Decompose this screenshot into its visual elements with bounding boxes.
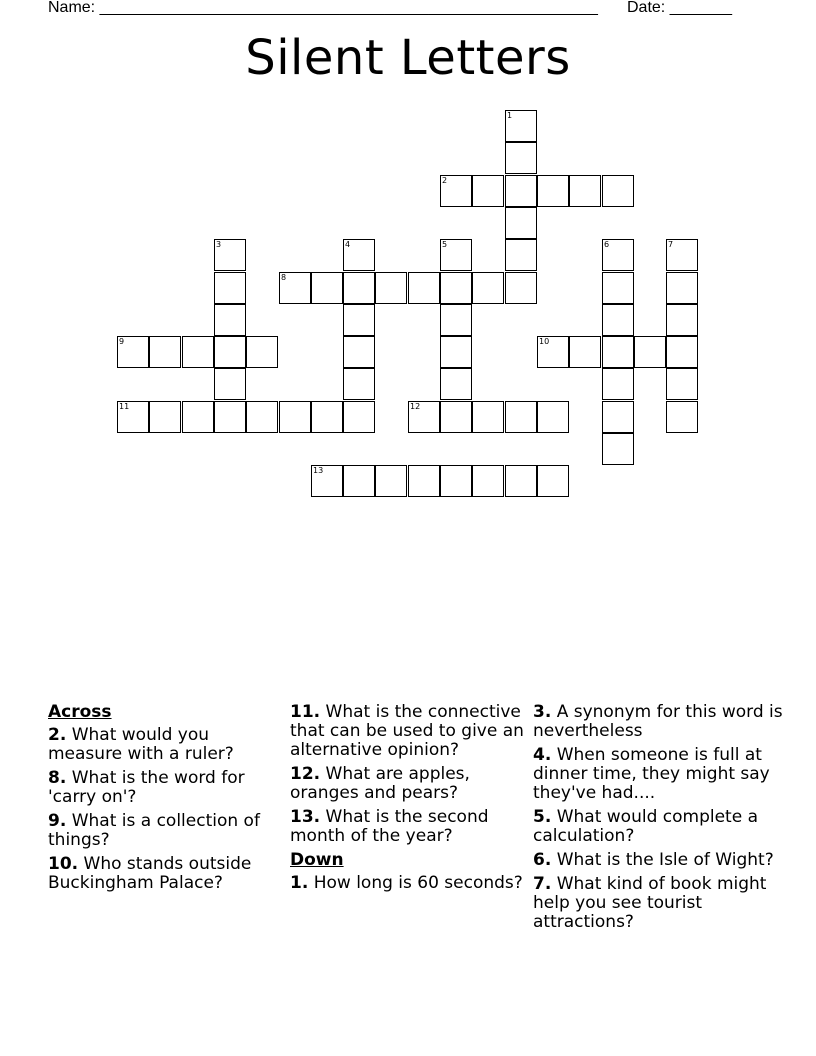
crossword-cell[interactable]: [375, 272, 407, 304]
crossword-cell[interactable]: [537, 401, 569, 433]
clue-text: What is the word for 'carry on'?: [48, 768, 245, 807]
crossword-cell[interactable]: [505, 175, 537, 207]
crossword-cell[interactable]: [666, 401, 698, 433]
crossword-cell[interactable]: [440, 465, 472, 497]
cell-number: 6: [604, 240, 610, 249]
crossword-cell[interactable]: [602, 304, 634, 336]
crossword-cell[interactable]: [246, 336, 278, 368]
clue-text: A synonym for this word is nevertheless: [533, 702, 783, 741]
down-heading: Down: [290, 850, 344, 870]
crossword-cell[interactable]: [343, 272, 375, 304]
clue-across-2: [48, 726, 288, 764]
across-heading: Across: [48, 702, 112, 722]
crossword-cell[interactable]: [602, 272, 634, 304]
clue-text: Who stands outside Buckingham Palace?: [48, 854, 252, 893]
crossword-cell[interactable]: [149, 401, 181, 433]
crossword-cell[interactable]: [440, 272, 472, 304]
clue-text: What is a collection of things?: [48, 811, 260, 850]
clue-number: 2.: [48, 725, 67, 745]
crossword-cell[interactable]: [311, 401, 343, 433]
crossword-cell[interactable]: [602, 401, 634, 433]
clues-column-3: [533, 703, 783, 937]
crossword-cell[interactable]: [408, 401, 440, 433]
crossword-cell[interactable]: [440, 401, 472, 433]
clue-down-5: [533, 808, 783, 846]
crossword-cell[interactable]: [602, 239, 634, 271]
clues-column-1: [48, 703, 288, 898]
clue-number: 3.: [533, 702, 552, 722]
crossword-cell[interactable]: [602, 336, 634, 368]
clue-text: When someone is full at dinner time, they might say they've had....: [533, 745, 770, 803]
clue-number: 6.: [533, 850, 552, 870]
clue-number: 12.: [290, 764, 321, 784]
cell-number: 13: [313, 466, 324, 475]
crossword-cell[interactable]: [505, 110, 537, 142]
name-field-label: Name: ________________________________________________________: [48, 0, 598, 16]
clue-across-13: [290, 808, 526, 846]
crossword-cell[interactable]: [246, 401, 278, 433]
clue-text: What is the Isle of Wight?: [551, 850, 774, 870]
crossword-cell[interactable]: [440, 336, 472, 368]
crossword-grid: [0, 0, 816, 520]
clue-text: What kind of book might help you see tourist attractions?: [533, 874, 767, 932]
clue-number: 11.: [290, 702, 321, 722]
clue-number: 9.: [48, 811, 67, 831]
page-title: Silent Letters: [245, 30, 571, 86]
crossword-cell[interactable]: [408, 272, 440, 304]
crossword-cell[interactable]: [602, 433, 634, 465]
clue-across-10: [48, 855, 288, 893]
clue-text: What is the connective that can be used to give an alternative opinion?: [290, 702, 524, 760]
crossword-cell[interactable]: [182, 336, 214, 368]
date-field-label: Date: _______: [627, 0, 732, 16]
clue-text: How long is 60 seconds?: [308, 873, 523, 893]
crossword-cell[interactable]: [569, 336, 601, 368]
crossword-cell[interactable]: [537, 175, 569, 207]
crossword-cell[interactable]: [666, 304, 698, 336]
crossword-cell[interactable]: [440, 175, 472, 207]
crossword-cell[interactable]: [311, 465, 343, 497]
crossword-cell[interactable]: [537, 465, 569, 497]
crossword-cell[interactable]: [472, 175, 504, 207]
cell-number: 4: [345, 240, 351, 249]
crossword-cell[interactable]: [602, 368, 634, 400]
crossword-cell[interactable]: [343, 336, 375, 368]
clue-text: What would you measure with a ruler?: [48, 725, 234, 764]
clue-across-9: [48, 812, 288, 850]
crossword-cell[interactable]: [214, 272, 246, 304]
crossword-cell[interactable]: [666, 239, 698, 271]
clue-number: 7.: [533, 874, 552, 894]
crossword-cell[interactable]: [440, 368, 472, 400]
crossword-cell[interactable]: [472, 272, 504, 304]
clue-across-12: [290, 765, 526, 803]
crossword-cell[interactable]: [343, 465, 375, 497]
crossword-cell[interactable]: [279, 401, 311, 433]
clue-across-11: [290, 703, 526, 760]
crossword-cell[interactable]: [602, 175, 634, 207]
clue-text: What is the second month of the year?: [290, 807, 489, 846]
crossword-cell[interactable]: [472, 465, 504, 497]
crossword-cell[interactable]: [117, 336, 149, 368]
crossword-cell[interactable]: [634, 336, 666, 368]
clue-text: What would complete a calculation?: [533, 807, 758, 846]
crossword-cell[interactable]: [505, 401, 537, 433]
clue-down-4: [533, 746, 783, 803]
clue-number: 8.: [48, 768, 67, 788]
crossword-cell[interactable]: [149, 336, 181, 368]
crossword-cell[interactable]: [666, 272, 698, 304]
crossword-cell[interactable]: [214, 239, 246, 271]
clue-across-8: [48, 769, 288, 807]
cell-number: 10: [539, 337, 550, 346]
cell-number: 8: [281, 273, 287, 282]
crossword-cell[interactable]: [666, 368, 698, 400]
crossword-cell[interactable]: [505, 272, 537, 304]
cell-number: 2: [442, 176, 448, 185]
crossword-cell[interactable]: [569, 175, 601, 207]
crossword-cell[interactable]: [472, 401, 504, 433]
crossword-cell[interactable]: [408, 465, 440, 497]
crossword-cell[interactable]: [375, 465, 407, 497]
cell-number: 1: [507, 111, 513, 120]
clue-down-7: [533, 875, 783, 932]
clue-number: 13.: [290, 807, 321, 827]
crossword-cell[interactable]: [505, 207, 537, 239]
crossword-cell[interactable]: [182, 401, 214, 433]
crossword-cell[interactable]: [343, 239, 375, 271]
crossword-cell[interactable]: [343, 368, 375, 400]
clue-number: 1.: [290, 873, 309, 893]
clue-number: 5.: [533, 807, 552, 827]
crossword-cell[interactable]: [214, 401, 246, 433]
crossword-cell[interactable]: [214, 368, 246, 400]
clue-down-1: [290, 874, 526, 893]
clue-number: 4.: [533, 745, 552, 765]
crossword-cell[interactable]: [440, 304, 472, 336]
cell-number: 11: [119, 402, 130, 411]
clues-column-2: [290, 703, 526, 898]
crossword-cell[interactable]: [343, 401, 375, 433]
crossword-cell[interactable]: [505, 465, 537, 497]
crossword-cell[interactable]: [117, 401, 149, 433]
crossword-cell[interactable]: [343, 304, 375, 336]
crossword-cell[interactable]: [505, 239, 537, 271]
crossword-cell[interactable]: [214, 336, 246, 368]
clue-down-6: [533, 851, 783, 870]
cell-number: 5: [442, 240, 448, 249]
clue-number: 10.: [48, 854, 79, 874]
crossword-cell[interactable]: [537, 336, 569, 368]
clue-down-3: [533, 703, 783, 741]
cell-number: 9: [119, 337, 125, 346]
crossword-cell[interactable]: [505, 142, 537, 174]
crossword-cell[interactable]: [311, 272, 343, 304]
crossword-cell[interactable]: [440, 239, 472, 271]
clue-text: What are apples, oranges and pears?: [290, 764, 470, 803]
cell-number: 3: [216, 240, 222, 249]
crossword-cell[interactable]: [666, 336, 698, 368]
crossword-cell[interactable]: [279, 272, 311, 304]
cell-number: 12: [410, 402, 421, 411]
cell-number: 7: [668, 240, 674, 249]
crossword-cell[interactable]: [214, 304, 246, 336]
